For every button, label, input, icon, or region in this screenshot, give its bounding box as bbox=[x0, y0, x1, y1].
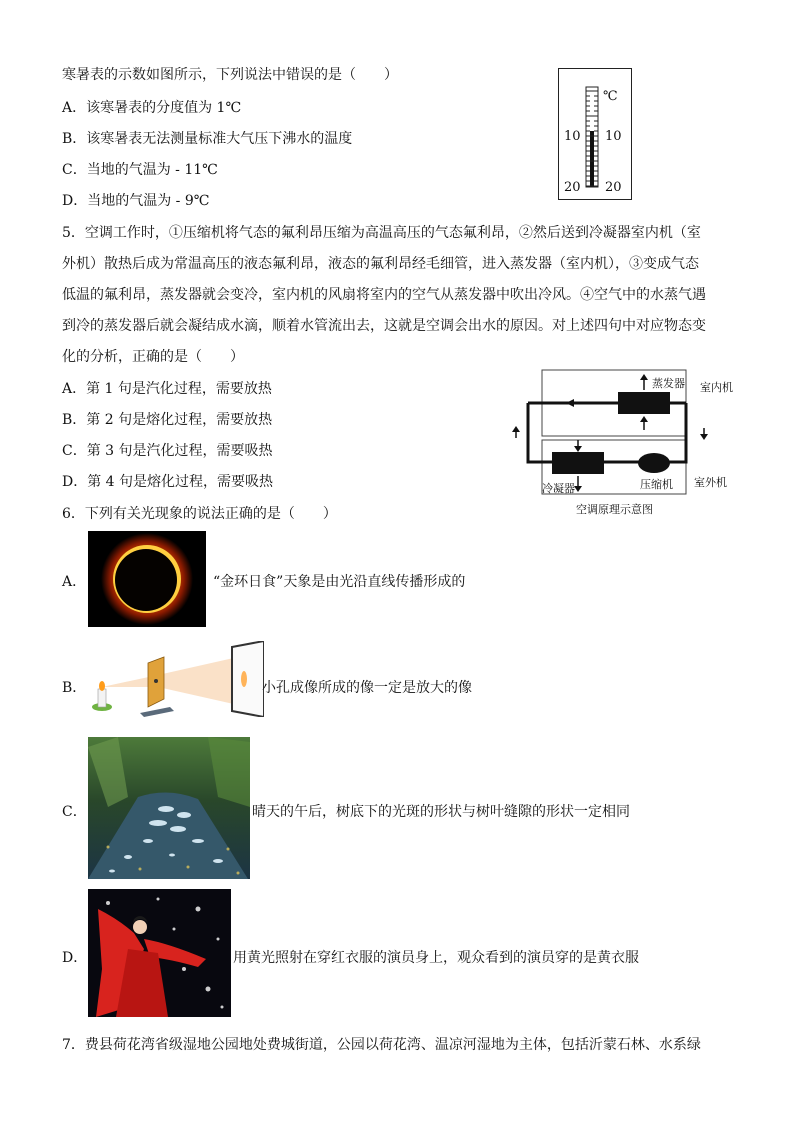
thermometer-left-20: 20 bbox=[564, 180, 581, 195]
condenser-label: 冷凝器 bbox=[542, 482, 575, 495]
q4-option-b: B．该寒暑表无法测量标准大气压下沸水的温度 bbox=[62, 131, 353, 147]
diagram-caption: 空调原理示意图 bbox=[576, 503, 653, 516]
q5-line-2: 外机）散热后成为常温高压的液态氟利昂，液态的氟利昂经毛细管，进入蒸发器（室内机），③变成气态 bbox=[62, 256, 699, 272]
thermometer-figure bbox=[558, 68, 632, 200]
thermometer-unit: ℃ bbox=[603, 89, 618, 104]
q6-option-b-text: 小孔成像所成的像一定是放大的像 bbox=[262, 680, 472, 696]
compressor-label: 压缩机 bbox=[640, 478, 673, 491]
q6-option-d-label: D． bbox=[62, 950, 88, 966]
q6-option-a-text: “金环日食”天象是由光沿直线传播形成的 bbox=[213, 574, 466, 590]
dancer-red-dress-image bbox=[88, 889, 231, 1017]
ac-diagram bbox=[508, 366, 738, 516]
q5-option-a: A．第 1 句是汽化过程，需要放热 bbox=[62, 381, 272, 397]
q5-option-c: C．第 3 句是汽化过程，需要吸热 bbox=[62, 443, 273, 459]
q5-option-d: D．第 4 句是熔化过程，需要吸热 bbox=[62, 474, 274, 490]
q6-option-c-text: 晴天的午后，树底下的光斑的形状与树叶缝隙的形状一定相同 bbox=[252, 804, 630, 820]
q7-line-1: 7．费县荷花湾省级湿地公园地处费城街道，公园以荷花湾、温凉河湿地为主体，包括沂蒙石林、水系绿 bbox=[62, 1037, 701, 1053]
outdoor-unit-label: 室外机 bbox=[694, 476, 727, 489]
forest-light-spots-image bbox=[88, 737, 250, 879]
q4-option-d: D．当地的气温为 - 9℃ bbox=[62, 193, 210, 209]
evaporator-label: 蒸发器 bbox=[652, 377, 685, 390]
pinhole-camera-image bbox=[88, 641, 264, 717]
q5-line-1: 5．空调工作时，①压缩机将气态的氟利昂压缩为高温高压的气态氟利昂，②然后送到冷凝器室内机（室 bbox=[62, 225, 701, 241]
q5-option-b: B．第 2 句是熔化过程，需要放热 bbox=[62, 412, 273, 428]
solar-eclipse-image bbox=[88, 531, 206, 627]
dancer-icon bbox=[88, 889, 231, 1017]
pinhole-setup-icon bbox=[88, 641, 264, 717]
q6-stem: 6．下列有关光现象的说法正确的是（ ） bbox=[62, 506, 337, 522]
indoor-unit-label: 室内机 bbox=[700, 381, 733, 394]
q6-option-a-label: A． bbox=[62, 574, 87, 590]
thermometer-right-10: 10 bbox=[605, 129, 622, 144]
q6-option-b-label: B． bbox=[62, 680, 87, 696]
q5-line-3: 低温的氟利昂，蒸发器就会变冷，室内机的风扇将室内的空气从蒸发器中吹出冷风。④空气中的水蒸气遇 bbox=[62, 287, 706, 303]
q6-option-c-label: C． bbox=[62, 804, 87, 820]
q4-option-a: A．该寒暑表的分度值为 1℃ bbox=[62, 100, 242, 116]
thermometer-right-20: 20 bbox=[605, 180, 622, 195]
q6-option-d-text: 用黄光照射在穿红衣服的演员身上，观众看到的演员穿的是黄衣服 bbox=[233, 950, 639, 966]
q4-stem: 寒暑表的示数如图所示，下列说法中错误的是（ ） bbox=[62, 67, 398, 83]
thermometer-left-10: 10 bbox=[564, 129, 581, 144]
forest-path-icon bbox=[88, 737, 250, 879]
q5-line-4: 到冷的蒸发器后就会凝结成水滴，顺着水管流出去，这就是空调会出水的原因。对上述四句中对应物态变 bbox=[62, 318, 706, 334]
eclipse-icon bbox=[88, 531, 206, 627]
q4-option-c: C．当地的气温为 - 11℃ bbox=[62, 162, 218, 178]
q5-line-5: 化的分析，正确的是（ ） bbox=[62, 349, 244, 365]
